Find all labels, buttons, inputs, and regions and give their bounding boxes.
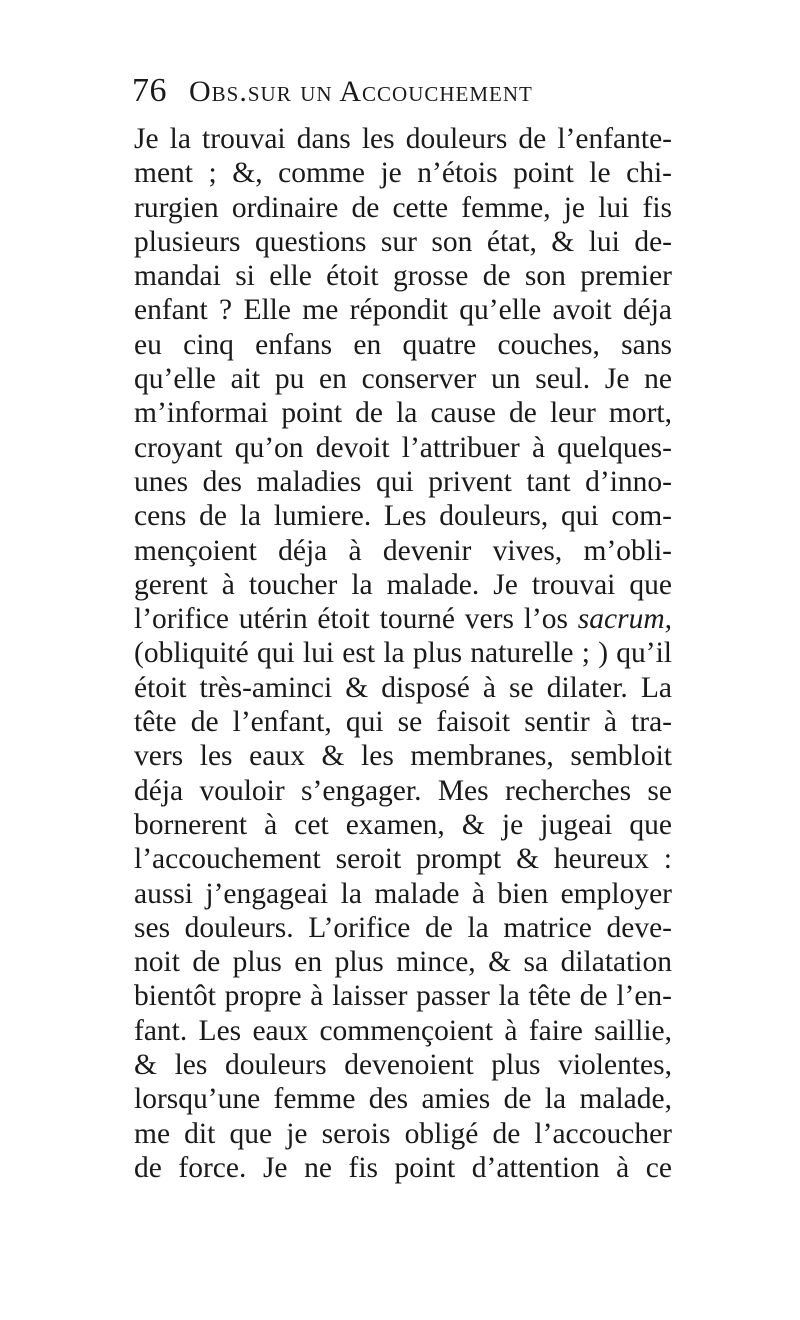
text-line: bornerent à cet examen, & je jugeai que [134,808,672,841]
text-line: (obliquité qui lui est la plus naturelle ; ) qu’il [134,637,672,670]
text-line: vers les eaux & les membranes, sembloit [134,740,672,773]
text-line: me dit que je serois obligé de l’accoucher [134,1117,672,1150]
text-line: de force. Je ne fis point d’attention à ce [134,1151,672,1184]
text-line: fant. Les eaux commençoient à faire saillie, [134,1014,672,1047]
text-line: plusieurs questions sur son état, & lui de- [134,225,672,258]
text-line: & les douleurs devenoient plus violentes, [134,1049,672,1082]
text-line: mandai si elle étoit grosse de son premier [134,260,672,293]
text-line: noit de plus en plus mince, & sa dilatation [134,946,672,979]
text-line: croyant qu’on devoit l’attribuer à quelques- [134,431,672,464]
italic-word: sacrum, [577,603,673,636]
text-line: rurgien ordinaire de cette femme, je lui fis [134,191,672,224]
text-line: lorsqu’une femme des amies de la malade, [134,1083,672,1116]
running-title: Obs.sur un Accouchement [189,75,533,108]
text-line: mençoient déja à devenir vives, m’obli- [134,534,672,567]
body-text [134,122,672,1185]
text-line: gerent à toucher la malade. Je trouvai que [134,568,672,601]
text-line: Je la trouvai dans les douleurs de l’enfante- [134,123,672,155]
page-header [132,72,672,118]
text-line: eu cinq enfans en quatre couches, sans [134,328,672,361]
page-number: 76 [132,72,167,109]
text-line: ses douleurs. L’orifice de la matrice deve- [134,911,672,944]
text-line: ment ; &, comme je n’étois point le chi- [134,157,672,190]
text-line: étoit très-aminci & disposé à se dilater. La [134,671,672,704]
text-line: aussi j’engageai la malade à bien employer [134,877,672,910]
text-line: unes des maladies qui privent tant d’inno- [134,465,672,498]
text-line: déja vouloir s’engager. Mes recherches se [134,774,672,807]
text-line: qu’elle ait pu en conserver un seul. Je ne [134,363,672,396]
text-line-roman-part: l’orifice utérin étoit tourné vers l’os [134,603,568,636]
text-line: bientôt propre à laisser passer la tête de l’en- [134,980,672,1013]
text-line-with-italic [134,602,672,636]
text-line: l’accouchement seroit prompt & heureux : [134,843,672,876]
text-line: enfant ? Elle me répondit qu’elle avoit déja [134,294,672,327]
text-line: cens de la lumiere. Les douleurs, qui com- [134,500,672,533]
text-line: m’informai point de la cause de leur mort, [134,397,672,430]
text-line: tête de l’enfant, qui se faisoit sentir à tra- [134,706,672,739]
